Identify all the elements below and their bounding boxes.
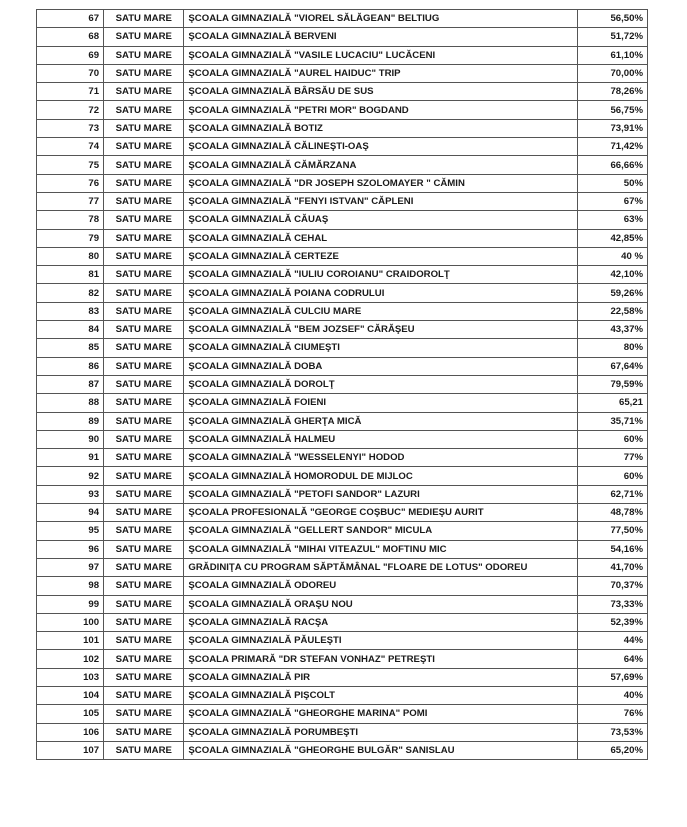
percentage-cell: 50% — [577, 174, 647, 192]
school-name-cell: ŞCOALA GIMNAZIALĂ "AUREL HAIDUC" TRIP — [184, 64, 577, 82]
row-number: 71 — [37, 83, 104, 101]
school-name-cell: ŞCOALA GIMNAZIALĂ HOMORODUL DE MIJLOC — [184, 467, 577, 485]
county-cell: SATU MARE — [104, 577, 184, 595]
table-row — [37, 504, 648, 522]
row-number: 95 — [37, 522, 104, 540]
school-name-cell: GRĂDINIŢA CU PROGRAM SĂPTĂMÂNAL "FLOARE DE LOTUS" ODOREU — [184, 558, 577, 576]
county-cell: SATU MARE — [104, 101, 184, 119]
percentage-cell: 54,16% — [577, 540, 647, 558]
table-row — [37, 357, 648, 375]
school-name-cell: ŞCOALA GIMNAZIALĂ PORUMBEŞTI — [184, 723, 577, 741]
school-name-cell: ŞCOALA GIMNAZIALĂ ODOREU — [184, 577, 577, 595]
table-row — [37, 485, 648, 503]
percentage-cell: 80% — [577, 339, 647, 357]
table-row — [37, 412, 648, 430]
table-row — [37, 284, 648, 302]
percentage-cell: 61,10% — [577, 46, 647, 64]
percentage-cell: 51,72% — [577, 28, 647, 46]
row-number: 69 — [37, 46, 104, 64]
row-number: 92 — [37, 467, 104, 485]
row-number: 105 — [37, 705, 104, 723]
percentage-cell: 79,59% — [577, 375, 647, 393]
row-number: 83 — [37, 302, 104, 320]
percentage-cell: 52,39% — [577, 613, 647, 631]
county-cell: SATU MARE — [104, 247, 184, 265]
percentage-cell: 64% — [577, 650, 647, 668]
percentage-cell: 65,21 — [577, 394, 647, 412]
table-row — [37, 101, 648, 119]
row-number: 87 — [37, 375, 104, 393]
row-number: 73 — [37, 119, 104, 137]
county-cell: SATU MARE — [104, 375, 184, 393]
percentage-cell: 41,70% — [577, 558, 647, 576]
county-cell: SATU MARE — [104, 394, 184, 412]
row-number: 82 — [37, 284, 104, 302]
row-number: 104 — [37, 686, 104, 704]
table-row — [37, 266, 648, 284]
percentage-cell: 43,37% — [577, 321, 647, 339]
table-row — [37, 558, 648, 576]
school-name-cell: ŞCOALA GIMNAZIALĂ BÂRSĂU DE SUS — [184, 83, 577, 101]
row-number: 68 — [37, 28, 104, 46]
table-row — [37, 686, 648, 704]
county-cell: SATU MARE — [104, 156, 184, 174]
percentage-cell: 56,50% — [577, 10, 647, 28]
county-cell: SATU MARE — [104, 650, 184, 668]
county-cell: SATU MARE — [104, 485, 184, 503]
table-row — [37, 705, 648, 723]
table-row — [37, 46, 648, 64]
school-name-cell: ŞCOALA GIMNAZIALĂ HALMEU — [184, 430, 577, 448]
school-name-cell: ŞCOALA GIMNAZIALĂ "FENYI ISTVAN" CĂPLENI — [184, 192, 577, 210]
school-name-cell: ŞCOALA GIMNAZIALĂ "PETOFI SANDOR" LAZURI — [184, 485, 577, 503]
table-row — [37, 83, 648, 101]
table-row — [37, 119, 648, 137]
school-name-cell: ŞCOALA GIMNAZIALĂ CIUMEŞTI — [184, 339, 577, 357]
table-row — [37, 174, 648, 192]
row-number: 75 — [37, 156, 104, 174]
county-cell: SATU MARE — [104, 741, 184, 759]
county-cell: SATU MARE — [104, 64, 184, 82]
county-cell: SATU MARE — [104, 705, 184, 723]
percentage-cell: 71,42% — [577, 138, 647, 156]
county-cell: SATU MARE — [104, 211, 184, 229]
table-row — [37, 632, 648, 650]
row-number: 97 — [37, 558, 104, 576]
row-number: 90 — [37, 430, 104, 448]
row-number: 67 — [37, 10, 104, 28]
row-number: 81 — [37, 266, 104, 284]
school-name-cell: ŞCOALA GIMNAZIALĂ PIR — [184, 668, 577, 686]
row-number: 107 — [37, 741, 104, 759]
school-name-cell: ŞCOALA GIMNAZIALĂ PIŞCOLT — [184, 686, 577, 704]
percentage-cell: 73,91% — [577, 119, 647, 137]
percentage-cell: 70,37% — [577, 577, 647, 595]
school-name-cell: ŞCOALA GIMNAZIALĂ PĂULEŞTI — [184, 632, 577, 650]
percentage-cell: 76% — [577, 705, 647, 723]
county-cell: SATU MARE — [104, 504, 184, 522]
county-cell: SATU MARE — [104, 229, 184, 247]
school-name-cell: ŞCOALA GIMNAZIALĂ BERVENI — [184, 28, 577, 46]
table-row — [37, 229, 648, 247]
percentage-cell: 40% — [577, 686, 647, 704]
county-cell: SATU MARE — [104, 284, 184, 302]
table-row — [37, 741, 648, 759]
table-row — [37, 467, 648, 485]
table-row — [37, 577, 648, 595]
county-cell: SATU MARE — [104, 339, 184, 357]
row-number: 79 — [37, 229, 104, 247]
percentage-cell: 22,58% — [577, 302, 647, 320]
school-name-cell: ŞCOALA GIMNAZIALĂ FOIENI — [184, 394, 577, 412]
table-row — [37, 668, 648, 686]
table-row — [37, 64, 648, 82]
row-number: 80 — [37, 247, 104, 265]
percentage-cell: 63% — [577, 211, 647, 229]
county-cell: SATU MARE — [104, 192, 184, 210]
percentage-cell: 42,10% — [577, 266, 647, 284]
row-number: 84 — [37, 321, 104, 339]
table-row — [37, 613, 648, 631]
row-number: 78 — [37, 211, 104, 229]
table-row — [37, 339, 648, 357]
school-name-cell: ŞCOALA GIMNAZIALĂ ORAŞU NOU — [184, 595, 577, 613]
row-number: 96 — [37, 540, 104, 558]
school-name-cell: ŞCOALA GIMNAZIALĂ "GELLERT SANDOR" MICULA — [184, 522, 577, 540]
school-name-cell: ŞCOALA GIMNAZIALĂ "IULIU COROIANU" CRAIDOROLŢ — [184, 266, 577, 284]
percentage-cell: 67% — [577, 192, 647, 210]
school-name-cell: ŞCOALA GIMNAZIALĂ CULCIU MARE — [184, 302, 577, 320]
percentage-cell: 60% — [577, 430, 647, 448]
table-row — [37, 28, 648, 46]
percentage-cell: 35,71% — [577, 412, 647, 430]
percentage-cell: 57,69% — [577, 668, 647, 686]
percentage-cell: 67,64% — [577, 357, 647, 375]
county-cell: SATU MARE — [104, 686, 184, 704]
table-body — [37, 10, 648, 760]
county-cell: SATU MARE — [104, 174, 184, 192]
percentage-cell: 44% — [577, 632, 647, 650]
table-row — [37, 302, 648, 320]
row-number: 89 — [37, 412, 104, 430]
county-cell: SATU MARE — [104, 632, 184, 650]
percentage-cell: 78,26% — [577, 83, 647, 101]
county-cell: SATU MARE — [104, 266, 184, 284]
row-number: 106 — [37, 723, 104, 741]
county-cell: SATU MARE — [104, 357, 184, 375]
county-cell: SATU MARE — [104, 558, 184, 576]
percentage-cell: 59,26% — [577, 284, 647, 302]
table-row — [37, 449, 648, 467]
school-name-cell: ŞCOALA PROFESIONALĂ "GEORGE COŞBUC" MEDIEŞU AURIT — [184, 504, 577, 522]
school-name-cell: ŞCOALA GIMNAZIALĂ "BEM JOZSEF" CĂRĂŞEU — [184, 321, 577, 339]
school-name-cell: ŞCOALA GIMNAZIALĂ "DR JOSEPH SZOLOMAYER " CĂMIN — [184, 174, 577, 192]
table-row — [37, 10, 648, 28]
school-name-cell: ŞCOALA GIMNAZIALĂ CĂLINEŞTI-OAŞ — [184, 138, 577, 156]
percentage-cell: 60% — [577, 467, 647, 485]
table-row — [37, 192, 648, 210]
school-name-cell: ŞCOALA GIMNAZIALĂ POIANA CODRULUI — [184, 284, 577, 302]
school-name-cell: ŞCOALA GIMNAZIALĂ GHERŢA MICĂ — [184, 412, 577, 430]
county-cell: SATU MARE — [104, 83, 184, 101]
county-cell: SATU MARE — [104, 613, 184, 631]
school-name-cell: ŞCOALA GIMNAZIALĂ "MIHAI VITEAZUL" MOFTINU MIC — [184, 540, 577, 558]
school-name-cell: ŞCOALA GIMNAZIALĂ DOROLŢ — [184, 375, 577, 393]
county-cell: SATU MARE — [104, 668, 184, 686]
county-cell: SATU MARE — [104, 412, 184, 430]
row-number: 100 — [37, 613, 104, 631]
school-name-cell: ŞCOALA GIMNAZIALĂ RACŞA — [184, 613, 577, 631]
row-number: 91 — [37, 449, 104, 467]
school-name-cell: ŞCOALA GIMNAZIALĂ "GHEORGHE BULGĂR" SANISLAU — [184, 741, 577, 759]
table-row — [37, 430, 648, 448]
row-number: 101 — [37, 632, 104, 650]
row-number: 99 — [37, 595, 104, 613]
school-name-cell: ŞCOALA GIMNAZIALĂ BOTIZ — [184, 119, 577, 137]
table-row — [37, 650, 648, 668]
row-number: 76 — [37, 174, 104, 192]
row-number: 102 — [37, 650, 104, 668]
row-number: 98 — [37, 577, 104, 595]
county-cell: SATU MARE — [104, 522, 184, 540]
school-name-cell: ŞCOALA GIMNAZIALĂ "VASILE LUCACIU" LUCĂCENI — [184, 46, 577, 64]
county-cell: SATU MARE — [104, 46, 184, 64]
row-number: 72 — [37, 101, 104, 119]
school-name-cell: ŞCOALA GIMNAZIALĂ CERTEZE — [184, 247, 577, 265]
county-cell: SATU MARE — [104, 302, 184, 320]
row-number: 74 — [37, 138, 104, 156]
school-name-cell: ŞCOALA GIMNAZIALĂ CĂMĂRZANA — [184, 156, 577, 174]
table-row — [37, 247, 648, 265]
percentage-cell: 73,33% — [577, 595, 647, 613]
table-row — [37, 540, 648, 558]
school-name-cell: ŞCOALA GIMNAZIALĂ "GHEORGHE MARINA" POMI — [184, 705, 577, 723]
row-number: 94 — [37, 504, 104, 522]
schools-table — [36, 9, 648, 760]
table-row — [37, 138, 648, 156]
percentage-cell: 62,71% — [577, 485, 647, 503]
row-number: 93 — [37, 485, 104, 503]
school-name-cell: ŞCOALA GIMNAZIALĂ CEHAL — [184, 229, 577, 247]
county-cell: SATU MARE — [104, 28, 184, 46]
table-row — [37, 321, 648, 339]
table-row — [37, 375, 648, 393]
county-cell: SATU MARE — [104, 449, 184, 467]
school-name-cell: ŞCOALA GIMNAZIALĂ "WESSELENYI" HODOD — [184, 449, 577, 467]
percentage-cell: 73,53% — [577, 723, 647, 741]
school-name-cell: ŞCOALA GIMNAZIALĂ DOBA — [184, 357, 577, 375]
county-cell: SATU MARE — [104, 723, 184, 741]
percentage-cell: 66,66% — [577, 156, 647, 174]
county-cell: SATU MARE — [104, 467, 184, 485]
table-row — [37, 522, 648, 540]
row-number: 88 — [37, 394, 104, 412]
row-number: 70 — [37, 64, 104, 82]
county-cell: SATU MARE — [104, 595, 184, 613]
school-name-cell: ŞCOALA GIMNAZIALĂ "VIOREL SĂLĂGEAN" BELTIUG — [184, 10, 577, 28]
school-name-cell: ŞCOALA GIMNAZIALĂ CĂUAŞ — [184, 211, 577, 229]
percentage-cell: 40 % — [577, 247, 647, 265]
percentage-cell: 65,20% — [577, 741, 647, 759]
county-cell: SATU MARE — [104, 10, 184, 28]
percentage-cell: 77,50% — [577, 522, 647, 540]
table-row — [37, 595, 648, 613]
row-number: 86 — [37, 357, 104, 375]
percentage-cell: 42,85% — [577, 229, 647, 247]
table-row — [37, 723, 648, 741]
county-cell: SATU MARE — [104, 138, 184, 156]
school-name-cell: ŞCOALA PRIMARĂ "DR STEFAN VONHAZ" PETREŞTI — [184, 650, 577, 668]
document-page — [36, 9, 648, 760]
table-row — [37, 394, 648, 412]
county-cell: SATU MARE — [104, 321, 184, 339]
county-cell: SATU MARE — [104, 119, 184, 137]
percentage-cell: 70,00% — [577, 64, 647, 82]
county-cell: SATU MARE — [104, 540, 184, 558]
percentage-cell: 48,78% — [577, 504, 647, 522]
school-name-cell: ŞCOALA GIMNAZIALĂ "PETRI MOR" BOGDAND — [184, 101, 577, 119]
row-number: 85 — [37, 339, 104, 357]
row-number: 77 — [37, 192, 104, 210]
county-cell: SATU MARE — [104, 430, 184, 448]
table-row — [37, 156, 648, 174]
percentage-cell: 77% — [577, 449, 647, 467]
row-number: 103 — [37, 668, 104, 686]
table-row — [37, 211, 648, 229]
percentage-cell: 56,75% — [577, 101, 647, 119]
